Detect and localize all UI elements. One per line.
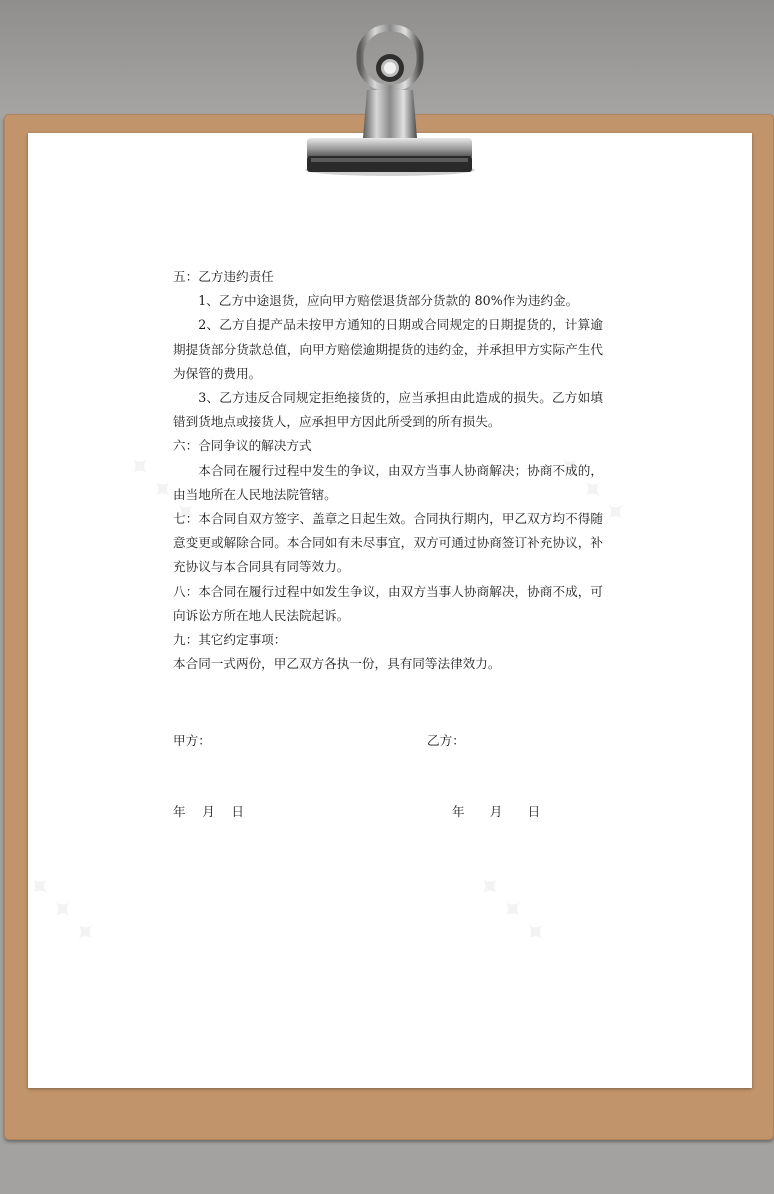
clause-paragraph: 八：本合同在履行过程中如发生争议，由双方当事人协商解决，协商不成，可向诉讼方所在地人民法院起诉。 bbox=[173, 583, 603, 623]
watermark: ✦ ✦ ✦ bbox=[469, 866, 555, 953]
party-b-date: 年 月 日 bbox=[452, 804, 541, 819]
party-a-label: 甲方： bbox=[173, 733, 211, 748]
watermark: ✦ ✦ ✦ bbox=[549, 446, 635, 533]
clause-paragraph: 3、乙方违反合同规定拒绝接货的，应当承担由此造成的损失。乙方如填错到货地点或接货人，应承担甲方因此所受到的所有损失。 bbox=[173, 390, 603, 430]
clause-paragraph: 本合同在履行过程中发生的争议，由双方当事人协商解决；协商不成的，由当地所在人民地法院管辖。 bbox=[173, 462, 603, 502]
clause-paragraph: 1、乙方中途退货，应向甲方赔偿退货部分货款的 80%作为违约金。 bbox=[198, 293, 579, 309]
clause-paragraph: 七：本合同自双方签字、盖章之日起生效。合同执行期内，甲乙双方均不得随意变更或解除合同。本合同如有未尽事宜，双方可通过协商签订补充协议，补充协议与本合同具有同等效力。 bbox=[173, 511, 603, 575]
section-heading: 九：其它约定事项： bbox=[173, 632, 287, 648]
watermark: ✦ ✦ ✦ bbox=[19, 866, 105, 953]
clause-paragraph: 本合同一式两份，甲乙双方各执一份，具有同等法律效力。 bbox=[173, 656, 501, 672]
section-heading: 五：乙方违约责任 bbox=[173, 269, 274, 284]
contract-body bbox=[173, 265, 603, 676]
watermark: ✦ ✦ ✦ bbox=[119, 446, 205, 533]
party-b-label: 乙方： bbox=[427, 733, 465, 748]
party-a-date: 年 月 日 bbox=[173, 804, 244, 819]
clause-paragraph: 2、乙方自提产品未按甲方通知的日期或合同规定的日期提货的，计算逾期提货部分货款总值，向甲方赔偿逾期提货的违约金，并承担甲方实际产生代为保管的费用。 bbox=[173, 317, 603, 381]
binder-clip-icon bbox=[295, 20, 480, 180]
section-heading: 六：合同争议的解决方式 bbox=[173, 438, 312, 454]
